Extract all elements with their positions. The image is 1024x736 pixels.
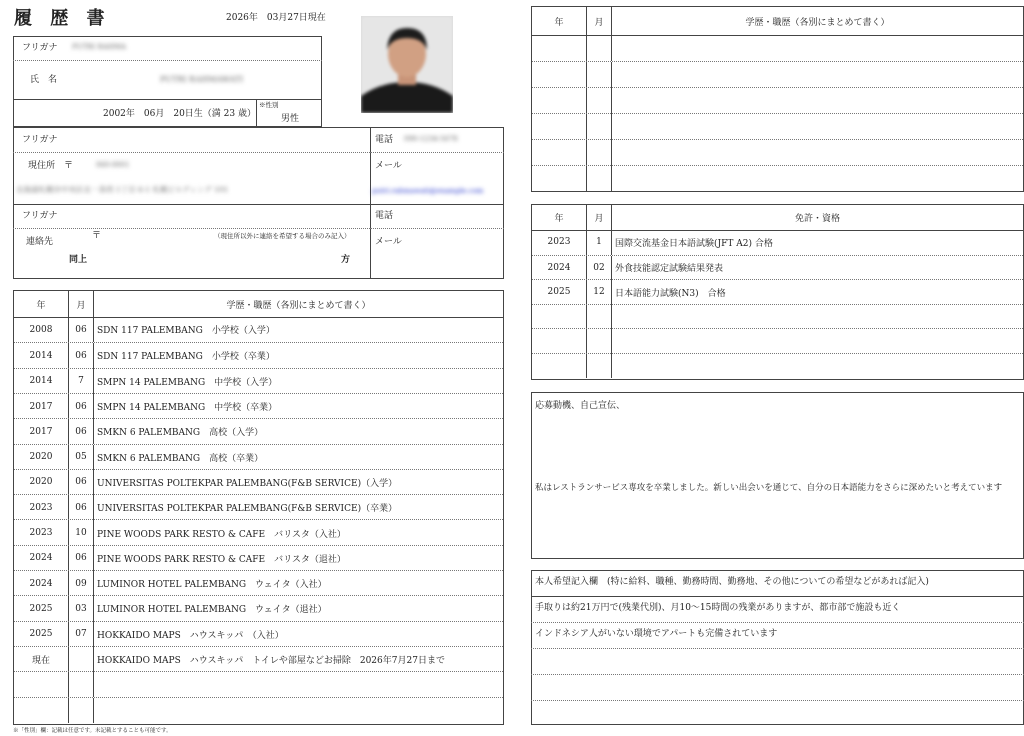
row-text[interactable]: PINE WOODS PARK RESTO & CAFE バリスタ（入社） [97, 529, 346, 540]
wishes-line[interactable]: 手取りは約21万円で(残業代別)、月10～15時間の残業がありますが、都市部で施設も近く [535, 603, 901, 613]
table-row [14, 444, 503, 470]
table-row [14, 368, 503, 394]
row-year[interactable]: 2014 [29, 350, 53, 361]
row-year[interactable]: 2025 [29, 603, 53, 614]
row-year[interactable]: 2023 [29, 528, 53, 539]
table-row [14, 494, 503, 520]
row-month[interactable]: 1 [586, 230, 612, 255]
row-year[interactable] [532, 354, 586, 379]
table-row [14, 646, 503, 672]
row-text[interactable]: SDN 117 PALEMBANG 小学校（入学） [97, 326, 275, 337]
row-year[interactable]: 2024 [547, 262, 571, 273]
table-header [14, 291, 503, 318]
table-row [14, 418, 503, 444]
row-text[interactable]: SMPN 14 PALEMBANG 中学校（入学） [97, 377, 278, 388]
header-text: 免許・資格 [794, 214, 840, 224]
row-month[interactable] [68, 647, 94, 672]
contact-note: （現住所以外に連絡を希望する場合のみ記入） [214, 232, 351, 240]
row-text[interactable]: 日本語能力試験(N3) 合格 [615, 288, 726, 299]
person-photo-icon [361, 16, 453, 113]
wishes-rule [531, 648, 1024, 649]
row-year[interactable] [14, 672, 68, 697]
row-year[interactable]: 2023 [547, 237, 571, 248]
table-row [14, 519, 503, 545]
history-table [13, 290, 504, 725]
table-row [532, 353, 1023, 379]
row-text[interactable]: 外食技能認定試験結果発表 [615, 264, 724, 275]
row-text[interactable] [612, 35, 1023, 61]
document-title: 履 歴 書 [14, 8, 111, 29]
row-year[interactable]: 2020 [29, 477, 53, 488]
row-month[interactable] [586, 354, 612, 379]
header-month: 月 [586, 205, 612, 230]
row-month[interactable]: 06 [68, 317, 94, 342]
row-year[interactable] [532, 305, 586, 330]
motivation-box [531, 392, 1024, 559]
row-year[interactable]: 2023 [29, 502, 53, 513]
contact-kata: 方 [341, 255, 351, 265]
row-month[interactable]: 06 [68, 495, 94, 520]
table-row [14, 545, 503, 571]
row-month[interactable]: 06 [68, 546, 94, 571]
row-month[interactable] [586, 305, 612, 330]
postal-code[interactable]: 060-0001 [96, 161, 130, 169]
row-text[interactable]: UNIVERSITAS POLTEKPAR PALEMBANG(F&B SERVICE)（卒業） [97, 504, 398, 515]
header-month: 月 [68, 291, 94, 317]
header-year: 年 [554, 17, 564, 28]
address-label: 現住所 〒 [28, 161, 74, 171]
table-row [14, 671, 503, 697]
motivation-text[interactable]: 私はレストランサービス専攻を卒業しました。新しい出会いを通じて、自分の日本語能力をさらに深めたいと考えています [535, 483, 1003, 493]
contact-phone-label: 電話 [375, 211, 394, 221]
row-text[interactable] [612, 140, 1023, 166]
row-text[interactable] [612, 305, 1023, 330]
row-year[interactable] [532, 140, 586, 166]
row-month[interactable]: 12 [586, 280, 612, 305]
wishes-rule [531, 674, 1024, 675]
table-header [532, 205, 1023, 231]
table-row [532, 279, 1023, 305]
table-row [532, 230, 1023, 255]
row-month[interactable]: 06 [68, 419, 94, 444]
row-month[interactable]: 06 [68, 394, 94, 419]
row-text[interactable]: HOKKAIDO MAPS ハウスキッパ （入社） [97, 630, 284, 641]
footnote: ※「性別」欄：記載は任意です。未記載とすることも可能です。 [13, 728, 172, 734]
table-row [14, 469, 503, 495]
wishes-rule [531, 700, 1024, 701]
row-month[interactable] [68, 672, 94, 697]
table-row [14, 393, 503, 419]
row-month[interactable]: 03 [68, 596, 94, 621]
row-year[interactable]: 2024 [29, 553, 53, 564]
phone-label: 電話 [375, 135, 394, 145]
table-row [532, 304, 1023, 330]
row-year[interactable]: 2014 [29, 376, 53, 387]
address-value[interactable]: 北海道札幌市中央区北一条西 1丁目 6-1 札幌ビルディング 101 [16, 185, 229, 194]
row-month[interactable] [68, 698, 94, 723]
row-month[interactable]: 05 [68, 445, 94, 470]
address-furigana-label: フリガナ [22, 135, 58, 145]
birth-date[interactable]: 2002年 06月 20日生（満 23 歳） [103, 109, 256, 119]
row-text[interactable]: LUMINOR HOTEL PALEMBANG ウェイタ（入社） [97, 580, 327, 591]
row-text[interactable] [612, 114, 1023, 140]
table-row [532, 165, 1023, 192]
table-row [14, 570, 503, 596]
row-month[interactable]: 07 [68, 622, 94, 647]
row-month[interactable] [586, 140, 612, 166]
license-table [531, 204, 1024, 380]
row-month[interactable]: 02 [586, 256, 612, 281]
row-month[interactable] [586, 62, 612, 88]
mail-label: メール [375, 161, 402, 171]
row-year[interactable]: 2020 [29, 452, 53, 463]
row-year[interactable]: 現在 [31, 656, 50, 667]
name-label: 氏 名 [30, 75, 58, 85]
header-month: 月 [586, 7, 612, 35]
row-year[interactable] [532, 88, 586, 114]
row-year[interactable]: 2024 [29, 578, 53, 589]
table-row [14, 697, 503, 723]
row-month[interactable]: 10 [68, 520, 94, 545]
row-text[interactable] [612, 62, 1023, 88]
row-text[interactable]: LUMINOR HOTEL PALEMBANG ウェイタ（退社） [97, 605, 327, 616]
row-text[interactable]: HOKKAIDO MAPS ハウスキッパ トイレや部屋などお掃除 2026年7月27日まで [97, 656, 445, 667]
row-text[interactable]: SDN 117 PALEMBANG 小学校（卒業） [97, 352, 275, 363]
row-year[interactable]: 2017 [29, 401, 53, 412]
row-month[interactable]: 09 [68, 571, 94, 596]
row-text[interactable] [612, 354, 1023, 379]
gender-value[interactable]: 男性 [281, 114, 300, 124]
table-row [14, 317, 503, 342]
row-month[interactable] [586, 114, 612, 140]
row-year[interactable] [532, 35, 586, 61]
header-year: 年 [554, 214, 564, 224]
name-value[interactable]: PUTRI RAHMAWATI [160, 75, 244, 84]
row-text[interactable]: 国際交流基金日本語試験(JFT A2) 合格 [615, 238, 773, 249]
table-row [532, 87, 1023, 114]
wishes-line[interactable]: インドネシア人がいない環境でアパートも完備されています [535, 629, 778, 639]
contact-furigana-label: フリガナ [22, 211, 58, 221]
gender-label: ※性別 [259, 101, 279, 109]
table-row [14, 342, 503, 368]
contact-postal: 〒 [92, 231, 102, 241]
row-text[interactable]: PINE WOODS PARK RESTO & CAFE バリスタ（退社） [97, 554, 346, 565]
table-row [532, 139, 1023, 166]
table-row [532, 328, 1023, 354]
wishes-label: 本人希望記入欄 (特に給料、職種、勤務時間、勤務地、その他についての希望などがあれば記入) [535, 577, 929, 587]
header-text: 学歴・職歴（各別にまとめて書く） [226, 300, 371, 311]
mail-value[interactable]: putri.rahmawati@example.com [372, 187, 484, 195]
row-month[interactable] [586, 35, 612, 61]
table-row [532, 113, 1023, 140]
row-year[interactable]: 2025 [29, 629, 53, 640]
row-text[interactable]: SMKN 6 PALEMBANG 高校（卒業） [97, 453, 264, 464]
contact-label: 連絡先 [26, 237, 54, 247]
row-year[interactable] [532, 114, 586, 140]
contact-mail-label: メール [375, 237, 402, 247]
row-month[interactable] [586, 329, 612, 354]
row-text[interactable]: SMKN 6 PALEMBANG 高校（入学） [97, 428, 264, 439]
row-text[interactable] [612, 88, 1023, 114]
contact-same[interactable]: 同上 [69, 255, 88, 265]
row-year[interactable]: 2025 [547, 287, 571, 298]
row-month[interactable] [586, 88, 612, 114]
table-header [532, 7, 1023, 36]
row-year[interactable]: 2008 [29, 324, 53, 335]
wishes-rule [531, 622, 1024, 623]
header-text: 学歴・職歴（各別にまとめて書く） [745, 17, 890, 28]
history-table-continued [531, 6, 1024, 192]
row-year[interactable] [532, 62, 586, 88]
table-row [14, 621, 503, 647]
row-text[interactable] [94, 672, 503, 697]
row-text[interactable] [94, 698, 503, 723]
row-year[interactable] [14, 698, 68, 723]
row-text[interactable]: UNIVERSITAS POLTEKPAR PALEMBANG(F&B SERVICE)（入学） [97, 478, 398, 489]
wishes-rule [531, 596, 1024, 597]
row-text[interactable] [612, 329, 1023, 354]
table-row [532, 255, 1023, 281]
row-year[interactable]: 2017 [29, 426, 53, 437]
header-year: 年 [36, 300, 46, 311]
row-month[interactable]: 7 [68, 369, 94, 394]
applicant-photo [361, 16, 453, 113]
row-month[interactable] [586, 166, 612, 192]
furigana-value[interactable]: PUTRI RAHMA [72, 43, 127, 51]
row-year[interactable] [532, 166, 586, 192]
row-text[interactable]: SMPN 14 PALEMBANG 中学校（卒業） [97, 403, 278, 414]
motivation-label: 応募動機、自己宣伝、 [535, 401, 626, 411]
row-month[interactable]: 06 [68, 470, 94, 495]
date-label: 2026年 03月27日現在 [226, 13, 326, 23]
row-year[interactable] [532, 329, 586, 354]
phone-value[interactable]: 090-1234-5678 [404, 135, 458, 143]
furigana-label: フリガナ [22, 43, 58, 53]
row-text[interactable] [612, 166, 1023, 192]
table-row [14, 595, 503, 621]
table-row [532, 61, 1023, 88]
row-month[interactable]: 06 [68, 343, 94, 368]
table-row [532, 35, 1023, 61]
